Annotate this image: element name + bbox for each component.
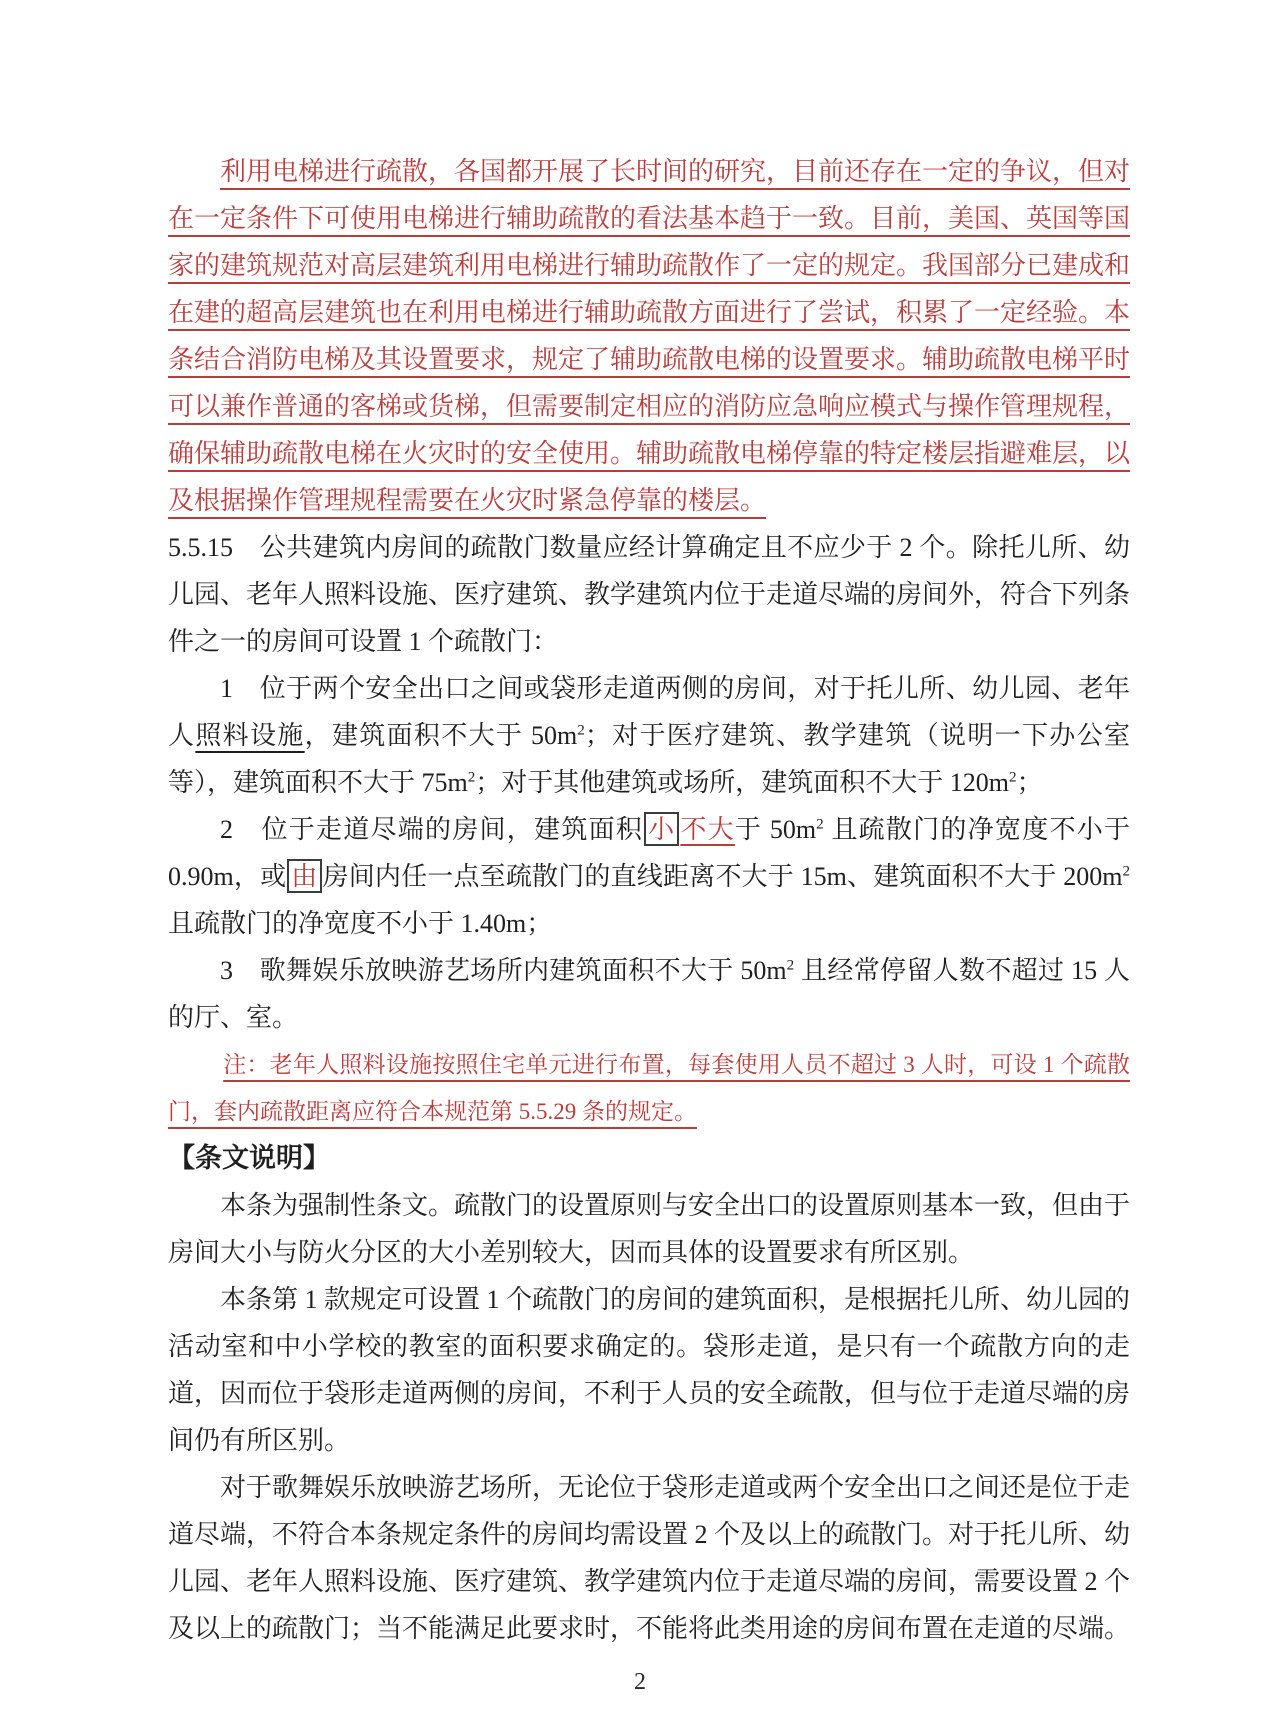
section-header-explanation xyxy=(168,1135,1130,1182)
page-number: 2 xyxy=(634,1669,646,1695)
document-body xyxy=(168,148,1130,1652)
text-run-b: ；对于其他建筑或场所，建筑面积不大于 120m xyxy=(475,768,1010,797)
text-run-r: 利用电梯进行疏散，各国都开展了长时间的研究，目前还存在一定的争议，但对在一定条件下可使用电梯进行辅助疏散的看法基本趋于一致。目前，美国、英国等国家的建筑规范对高层建筑利用电梯进行辅助疏散作了一定的规定。我国部分已建成和在建的超高层建筑也在利用电梯进行辅助疏散方面进行了尝试，积累了一定经验。本条结合消防电梯及其设置要求，规定了辅助疏散电梯的设置要求。辅助疏散电梯平时可以兼作普通的客梯或货梯，但需要制定相应的消防应急响应模式与操作管理规程，确保辅助疏散电梯在火灾时的安全使用。辅助疏散电梯停靠的特定楼层指避难层，以及根据操作管理规程需要在火灾时紧急停靠的楼层。 xyxy=(168,157,1131,515)
text-run-b: 【条文说明】 xyxy=(168,1143,330,1173)
red-commentary-elevator xyxy=(168,148,1130,524)
text-run-b: 本条为强制性条文。疏散门的设置原则与安全出口的设置原则基本一致，但由于房间大小与防火分区的大小差别较大，因而具体的设置要求有所区别。 xyxy=(168,1191,1131,1267)
clause-note xyxy=(168,1041,1130,1135)
explanation-para-1 xyxy=(168,1182,1130,1276)
explanation-para-3 xyxy=(168,1464,1130,1652)
text-run-b: 1 位于两个安全出口之间或袋形走道两侧的房间，对于托儿所、幼儿园、老年人 xyxy=(168,674,1130,750)
text-run-b: 且疏散门的净宽度不小于 0.90m，或 xyxy=(168,815,1130,891)
text-run-b: 2 位于走道尽端的房间，建筑面积 xyxy=(220,815,644,844)
text-run-b: 房间内任一点至疏散门的直线距离不大于 15m、建筑面积不大于 200m xyxy=(322,862,1123,891)
text-run-b: ； xyxy=(1016,768,1043,797)
text-run-sup: 2 xyxy=(467,769,476,786)
text-run-rdel: 不大 xyxy=(680,815,735,844)
text-run-sup: 2 xyxy=(1009,769,1017,786)
text-run-box: 由 xyxy=(287,859,321,893)
text-run-sup: 2 xyxy=(786,957,795,974)
text-run-box: 小 xyxy=(644,812,679,846)
text-run-sup: 2 xyxy=(1122,863,1130,880)
clause-item-2 xyxy=(168,806,1130,947)
text-run-b: 5.5.15 公共建筑内房间的疏散门数量应经计算确定且不应少于 2 个。除托儿所、幼儿园、老年人照料设施、医疗建筑、教学建筑内位于走道尽端的房间外，符合下列条件之一的房间可设置 1 个疏散门： xyxy=(168,533,1131,656)
text-run-sup: 2 xyxy=(816,816,824,833)
text-run-b: 且经常停留人数不超过 15 人的厅、室。 xyxy=(168,956,1130,1032)
text-run-b: 本条第 1 款规定可设置 1 个疏散门的房间的建筑面积，是根据托儿所、幼儿园的活动室和中小学校的教室的面积要求确定的。袋形走道，是只有一个疏散方向的走道，因而位于袋形走道两侧的房间，不利于人员的安全疏散，但与位于走道尽端的房间仍有所区别。 xyxy=(168,1285,1131,1455)
text-run-b: ，建筑面积不大于 50m xyxy=(304,721,578,750)
explanation-para-2 xyxy=(168,1276,1130,1464)
text-run-r: 注：老年人照料设施按照住宅单元进行布置，每套使用人员不超过 3 人时，可设 1 个疏散门，套内疏散距离应符合本规范第 5.5.29 条的规定。 xyxy=(168,1052,1130,1124)
clause-5-5-15 xyxy=(168,524,1130,665)
text-run-sup: 2 xyxy=(577,722,585,739)
text-run-b: ；对于医疗建筑、教学建筑（说明一下办公室等），建筑面积不大于 75m xyxy=(168,721,1130,797)
clause-item-1 xyxy=(168,665,1130,806)
text-run-b: 对于歌舞娱乐放映游艺场所，无论位于袋形走道或两个安全出口之间还是位于走道尽端，不符合本条规定条件的房间均需设置 2 个及以上的疏散门。对于托儿所、幼儿园、老年人照料设施、医疗建筑、教学建筑内位于走道尽端的房间，需要设置 2 个及以上的疏散门；当不能满足此要求时，不能将此类用途的房间布置在走道的尽端。 xyxy=(168,1473,1131,1643)
clause-item-3 xyxy=(168,947,1130,1041)
text-run-b: 于 50m xyxy=(734,815,817,844)
text-run-b: 且疏散门的净宽度不小于 1.40m； xyxy=(168,909,553,938)
text-run-b: 3 歌舞娱乐放映游艺场所内建筑面积不大于 50m xyxy=(220,956,787,985)
text-run-bu: 照料设施 xyxy=(195,721,305,750)
